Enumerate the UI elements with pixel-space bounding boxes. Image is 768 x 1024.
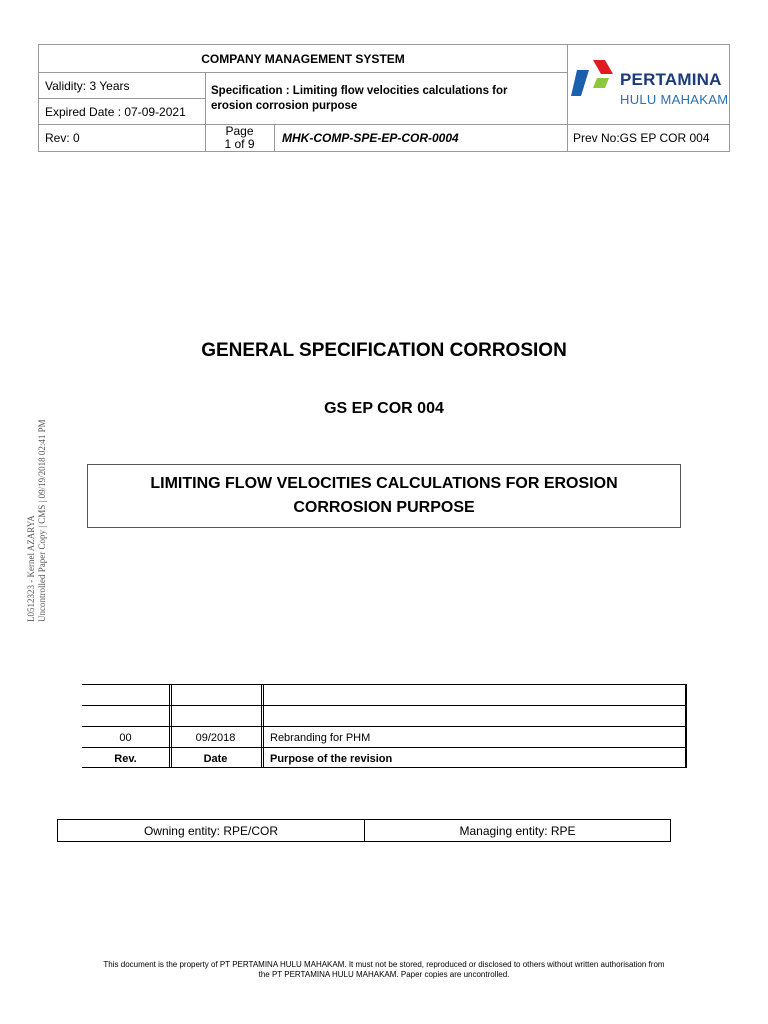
- table-row: [82, 705, 686, 726]
- column-divider: [171, 684, 172, 768]
- logo-company-name: PERTAMINA: [620, 70, 722, 89]
- page-count: 1 of 9: [224, 137, 255, 151]
- pertamina-logo-icon: [569, 58, 617, 98]
- validity-label: Validity: 3 Years: [45, 78, 130, 93]
- table-row: [82, 726, 686, 747]
- purpose-column-header: Purpose of the revision: [270, 752, 393, 765]
- specification-title: [211, 73, 561, 124]
- page-label: Page: [225, 124, 254, 138]
- document-subject-box: [87, 464, 681, 528]
- subject-line-2: CORROSION PURPOSE: [293, 499, 475, 516]
- specification-line-2: erosion corrosion purpose: [211, 99, 358, 112]
- rev-cell: [82, 706, 169, 727]
- purpose-cell: [270, 706, 680, 727]
- entity-table: [57, 819, 671, 842]
- subject-line-1: LIMITING FLOW VELOCITIES CALCULATIONS FOR EROSION: [150, 475, 618, 492]
- date-cell: [170, 706, 261, 727]
- management-system-label: COMPANY MANAGEMENT SYSTEM: [201, 51, 405, 66]
- footer-line-1: This document is the property of PT PERTAMINA HULU MAHAKAM. It must not be stored, reproduced or disclosed to others without written authorisation from: [103, 960, 665, 969]
- rev-column-header: Rev.: [114, 752, 137, 765]
- date-cell: [170, 685, 261, 706]
- header-divider: [567, 45, 568, 151]
- column-divider: [169, 684, 170, 768]
- column-divider: [685, 684, 687, 768]
- rev-cell: [82, 685, 169, 706]
- document-number: MHK-COMP-SPE-EP-COR-0004: [282, 131, 459, 145]
- revision-history-table: [82, 684, 686, 768]
- date-column-header: Date: [203, 752, 228, 765]
- purpose-cell: Rebranding for PHM: [270, 731, 371, 744]
- previous-number: Prev No:GS EP COR 004: [573, 131, 710, 145]
- stamp-line-2: Uncontrolled Paper Copy | CMS | 09/19/2018 02:41 PM: [37, 419, 47, 622]
- document-title: GENERAL SPECIFICATION CORROSION: [201, 340, 567, 361]
- specification-line-1: Specification : Limiting flow velocities calculations for: [211, 84, 508, 97]
- revision-label: Rev: 0: [45, 131, 80, 145]
- page-indicator: [205, 125, 274, 151]
- logo-company-subname: HULU MAHAKAM: [620, 92, 729, 107]
- date-cell: 09/2018: [195, 731, 236, 744]
- header-divider: [274, 124, 275, 151]
- table-header-row: [82, 747, 686, 768]
- stamp-line-1: L0512323 - Kernel AZARYA: [26, 515, 36, 622]
- owning-entity: Owning entity: RPE/COR: [143, 823, 279, 838]
- footer-line-2: the PT PERTAMINA HULU MAHAKAM. Paper copies are uncontrolled.: [258, 970, 510, 979]
- rev-cell: 00: [119, 731, 132, 744]
- managing-entity: Managing entity: RPE: [459, 823, 576, 838]
- purpose-cell: [270, 685, 680, 706]
- column-divider: [261, 684, 262, 768]
- document-code: GS EP COR 004: [324, 400, 444, 417]
- column-divider: [263, 684, 264, 768]
- expired-date-label: Expired Date : 07-09-2021: [45, 104, 186, 119]
- table-row: [82, 684, 686, 705]
- uncontrolled-copy-stamp: [26, 419, 48, 622]
- confidentiality-footer: [50, 960, 718, 980]
